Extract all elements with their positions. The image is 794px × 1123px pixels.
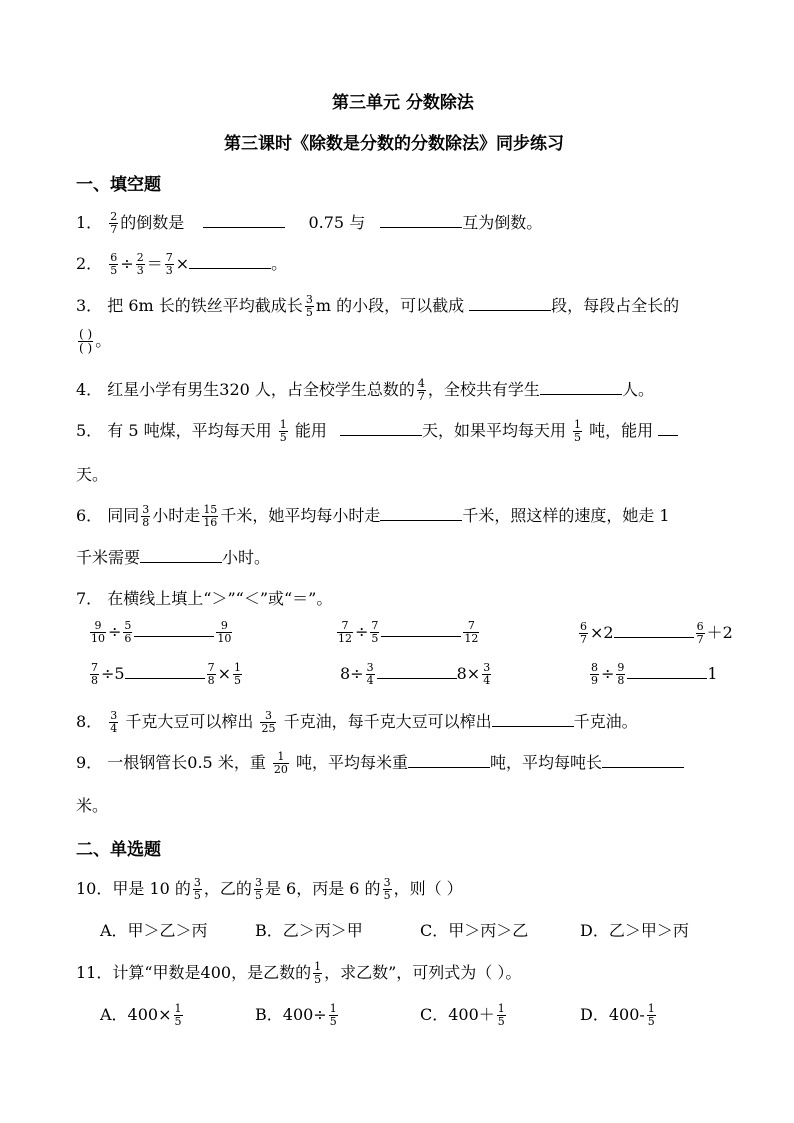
- question-number: 6．: [76, 506, 103, 525]
- q1-text: 的倒数是: [120, 213, 185, 232]
- option-c[interactable]: C．400＋ $\frac{1}{5}$: [420, 1002, 505, 1028]
- q8-text: 千克油。: [573, 712, 638, 731]
- question-6-cont: [76, 545, 270, 568]
- question-number: 3．: [76, 296, 103, 315]
- q1-text: 0.75 与: [308, 213, 366, 232]
- answer-blank[interactable]: [602, 753, 684, 768]
- question-number: 1．: [76, 213, 103, 232]
- section-heading: 二、单选题: [76, 840, 161, 860]
- fraction: $\frac{3}{25}$: [261, 709, 276, 735]
- lesson-title: 第三课时《除数是分数的分数除法》同步练习: [224, 134, 564, 154]
- q7-text: 在横线上填上“＞”“＜”或“＝”。: [107, 589, 333, 608]
- question-7: [76, 586, 332, 609]
- question-2: [76, 251, 287, 277]
- option-a[interactable]: A．甲＞乙＞丙: [100, 921, 208, 940]
- answer-blank[interactable]: [189, 254, 271, 269]
- q5-text: 能用: [294, 421, 327, 440]
- option-b[interactable]: B．乙＞丙＞甲: [255, 921, 363, 940]
- question-number: 2．: [76, 254, 103, 273]
- fraction: $\frac{3}{5}$: [305, 293, 313, 319]
- question-number: 9．: [76, 753, 103, 772]
- answer-blank[interactable]: [614, 623, 694, 638]
- answer-blank[interactable]: [540, 380, 622, 395]
- answer-blank[interactable]: [627, 664, 707, 679]
- fraction: $\frac{1}{5}$: [314, 960, 322, 986]
- operator: ÷: [120, 254, 134, 273]
- q3-text: m 的小段，可以截成: [315, 296, 465, 315]
- q6-text: 小时。: [222, 548, 271, 567]
- fraction: $\frac{6}{5}$: [110, 251, 118, 277]
- fraction: $\frac{3}{8}$: [142, 503, 150, 529]
- q4-text: 红星小学有男生320 人，占全校学生总数的: [107, 380, 415, 399]
- q11-text: ，求乙数”，可列式为（ ）。: [324, 963, 522, 982]
- question-4: [76, 377, 654, 403]
- fraction: $\frac{3}{5}$: [254, 876, 262, 902]
- fraction: $\frac{1}{5}$: [574, 418, 582, 444]
- fraction: $\frac{7}{3}$: [165, 251, 173, 277]
- operator: ＝: [146, 254, 163, 273]
- answer-blank[interactable]: [134, 622, 214, 637]
- question-3: [76, 293, 679, 319]
- fraction: $\frac{2}{7}$: [110, 210, 118, 236]
- answer-blank[interactable]: [469, 296, 551, 311]
- answer-blank[interactable]: [340, 421, 422, 436]
- answer-blank[interactable]: [140, 548, 222, 563]
- q4-text: ，全校共有学生: [427, 380, 540, 399]
- answer-blank[interactable]: [377, 664, 457, 679]
- q10-text: ，乙的: [203, 879, 252, 898]
- question-10: [76, 876, 463, 902]
- compare-item: $\frac{8}{9}$ ÷ $\frac{9}{8}$ 1: [591, 661, 718, 687]
- question-number: 8．: [76, 712, 103, 731]
- q6-text: 小时走: [152, 506, 201, 525]
- answer-blank[interactable]: [658, 421, 678, 436]
- compare-item: $\frac{7}{12}$ ÷ $\frac{7}{5}$ $\frac{7}{12}$: [338, 619, 479, 645]
- operator: ×: [175, 254, 190, 273]
- compare-item: $\frac{7}{8}$ ÷5 $\frac{7}{8}$ × $\frac{1}{5}$: [91, 661, 241, 687]
- q10-text: 是 6，丙是 6 的: [264, 879, 381, 898]
- question-number: 10．: [76, 879, 113, 898]
- question-1: [76, 210, 542, 236]
- question-9: [76, 750, 684, 776]
- q5-text: 吨，能用: [589, 421, 654, 440]
- compare-item: 8÷ $\frac{3}{4}$ 8× $\frac{3}{4}$: [340, 661, 491, 687]
- q4-text: 人。: [621, 380, 654, 399]
- punctuation: 。: [95, 331, 112, 350]
- fraction: $\frac{2}{3}$: [136, 251, 144, 277]
- fraction: $\frac{4}{7}$: [417, 377, 425, 403]
- answer-fraction-blank[interactable]: $\frac{( )}{( )}$: [79, 327, 93, 355]
- option-c[interactable]: C．甲＞丙＞乙: [420, 921, 529, 940]
- question-11: [76, 960, 521, 986]
- q11-text: 计算“甲数是400，是乙数的: [112, 963, 312, 982]
- q8-text: 千克油，每千克大豆可以榨出: [283, 712, 492, 731]
- answer-blank[interactable]: [380, 213, 462, 228]
- section-heading: 一、填空题: [76, 175, 161, 195]
- q6-text: 千米需要: [76, 548, 141, 567]
- option-a[interactable]: A．400× $\frac{1}{5}$: [100, 1002, 182, 1028]
- question-number: 11．: [76, 963, 113, 982]
- compare-item: $\frac{9}{10}$ ÷ $\frac{5}{6}$ $\frac{9}{10}$: [91, 619, 232, 645]
- question-number: 7．: [76, 589, 103, 608]
- question-5: [76, 418, 678, 444]
- question-5-cont: 天。: [76, 465, 109, 484]
- q10-text: 甲是 10 的: [112, 879, 191, 898]
- q6-text: 同同: [107, 506, 140, 525]
- fraction: $\frac{15}{16}$: [203, 503, 218, 529]
- fraction: $\frac{1}{5}$: [279, 418, 287, 444]
- answer-blank[interactable]: [492, 712, 574, 727]
- fraction: $\frac{3}{5}$: [193, 876, 201, 902]
- q3-text: 段，每段占全长的: [551, 296, 680, 315]
- q3-text: 把 6m 长的铁丝平均截成长: [107, 296, 303, 315]
- fraction: $\frac{1}{20}$: [273, 750, 288, 776]
- q5-text: 天，如果平均每天用: [421, 421, 566, 440]
- q10-text: ，则（ ）: [393, 879, 463, 898]
- answer-blank[interactable]: [408, 753, 490, 768]
- question-9-cont: 米。: [76, 796, 109, 815]
- q9-text: 吨，平均每吨长: [490, 753, 603, 772]
- q9-text: 一根钢管长0.5 米，重: [107, 753, 266, 772]
- compare-item: $\frac{6}{7}$ ×2 $\frac{6}{7}$ ＋2: [580, 620, 733, 646]
- option-d[interactable]: D．乙＞甲＞丙: [580, 921, 689, 940]
- answer-blank[interactable]: [380, 506, 462, 521]
- q9-text: 吨，平均每米重: [296, 753, 409, 772]
- option-b[interactable]: B．400÷ $\frac{1}{5}$: [255, 1002, 337, 1028]
- question-8: [76, 709, 638, 735]
- question-number: 4．: [76, 380, 103, 399]
- q8-text: 千克大豆可以榨出: [125, 712, 254, 731]
- answer-blank[interactable]: [203, 213, 285, 228]
- fraction: $\frac{3}{4}$: [110, 709, 118, 735]
- fraction: $\frac{3}{5}$: [383, 876, 391, 902]
- q5-text: 有 5 吨煤，平均每天用: [107, 421, 272, 440]
- question-number: 5．: [76, 421, 103, 440]
- punctuation: 。: [271, 254, 288, 273]
- question-6: [76, 503, 670, 529]
- paren-fraction: [76, 328, 111, 355]
- q1-text: 互为倒数。: [462, 213, 543, 232]
- q6-text: 千米，她平均每小时走: [220, 506, 381, 525]
- answer-blank[interactable]: [381, 622, 461, 637]
- unit-title: 第三单元 分数除法: [332, 93, 474, 113]
- q6-text: 千米，照这样的速度，她走 1: [462, 506, 670, 525]
- option-d[interactable]: D．400- $\frac{1}{5}$: [580, 1002, 655, 1028]
- answer-blank[interactable]: [125, 664, 205, 679]
